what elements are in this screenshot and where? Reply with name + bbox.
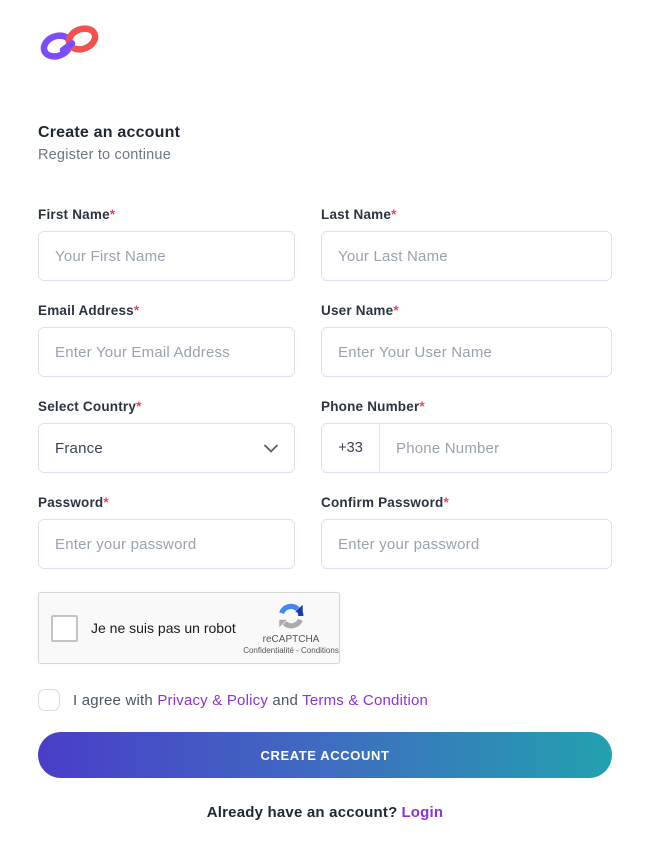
agreement-checkbox[interactable] bbox=[38, 689, 60, 711]
recaptcha-privacy-terms-links[interactable]: Confidentialité - Conditions bbox=[243, 646, 339, 655]
register-form bbox=[38, 207, 612, 569]
field-username bbox=[321, 303, 612, 377]
field-email bbox=[38, 303, 295, 377]
first-name-label: First Name* bbox=[38, 207, 116, 222]
recaptcha-label: Je ne suis pas un robot bbox=[91, 620, 236, 636]
page-subtitle: Register to continue bbox=[38, 147, 171, 163]
required-asterisk: * bbox=[109, 207, 116, 222]
login-link[interactable]: Login bbox=[401, 804, 444, 821]
required-asterisk: * bbox=[391, 207, 397, 222]
password-input[interactable] bbox=[38, 519, 295, 569]
email-input[interactable] bbox=[38, 327, 295, 377]
create-account-button[interactable]: CREATE ACCOUNT bbox=[38, 732, 612, 778]
footer-login-row bbox=[38, 804, 612, 821]
required-asterisk: * bbox=[419, 399, 425, 414]
country-label: Select Country* bbox=[38, 399, 142, 414]
chevron-down-icon bbox=[264, 444, 278, 453]
agreement-text: I agree with Privacy & Policy and Terms & Condition bbox=[73, 691, 429, 709]
last-name-input[interactable] bbox=[321, 231, 612, 281]
required-asterisk: * bbox=[393, 303, 399, 318]
recaptcha-logo-icon bbox=[276, 601, 306, 631]
required-asterisk: * bbox=[133, 303, 140, 318]
recaptcha-branding bbox=[243, 601, 339, 655]
footer-question: Already have an account? bbox=[206, 804, 398, 821]
field-password bbox=[38, 495, 295, 569]
country-selected-value: France bbox=[55, 439, 103, 457]
first-name-input[interactable] bbox=[38, 231, 295, 281]
recaptcha-brand-text: reCAPTCHA bbox=[262, 634, 320, 645]
password-label: Password* bbox=[38, 495, 109, 510]
privacy-policy-link[interactable]: Privacy & Policy bbox=[157, 691, 269, 709]
country-select[interactable] bbox=[38, 423, 295, 473]
required-asterisk: * bbox=[443, 495, 449, 510]
confirm-password-label: Confirm Password* bbox=[321, 495, 449, 510]
terms-condition-link[interactable]: Terms & Condition bbox=[302, 691, 429, 709]
field-last-name bbox=[321, 207, 612, 281]
heading-block bbox=[38, 124, 612, 163]
username-label: User Name* bbox=[321, 303, 399, 318]
required-asterisk: * bbox=[136, 399, 142, 414]
agreement-row bbox=[38, 689, 612, 711]
field-first-name bbox=[38, 207, 295, 281]
email-label: Email Address* bbox=[38, 303, 140, 318]
field-confirm-password bbox=[321, 495, 612, 569]
username-input[interactable] bbox=[321, 327, 612, 377]
phone-input[interactable] bbox=[380, 424, 611, 472]
confirm-password-input[interactable] bbox=[321, 519, 612, 569]
last-name-label: Last Name* bbox=[321, 207, 397, 222]
phone-country-code[interactable]: +33 bbox=[322, 424, 380, 472]
field-phone bbox=[321, 399, 612, 473]
phone-input-group bbox=[321, 423, 612, 473]
field-country bbox=[38, 399, 295, 473]
infinity-logo-icon bbox=[38, 22, 102, 62]
required-asterisk: * bbox=[103, 495, 109, 510]
phone-label: Phone Number* bbox=[321, 399, 425, 414]
recaptcha-checkbox[interactable] bbox=[51, 615, 78, 642]
page-title: Create an account bbox=[38, 124, 181, 141]
recaptcha-widget bbox=[38, 592, 340, 664]
